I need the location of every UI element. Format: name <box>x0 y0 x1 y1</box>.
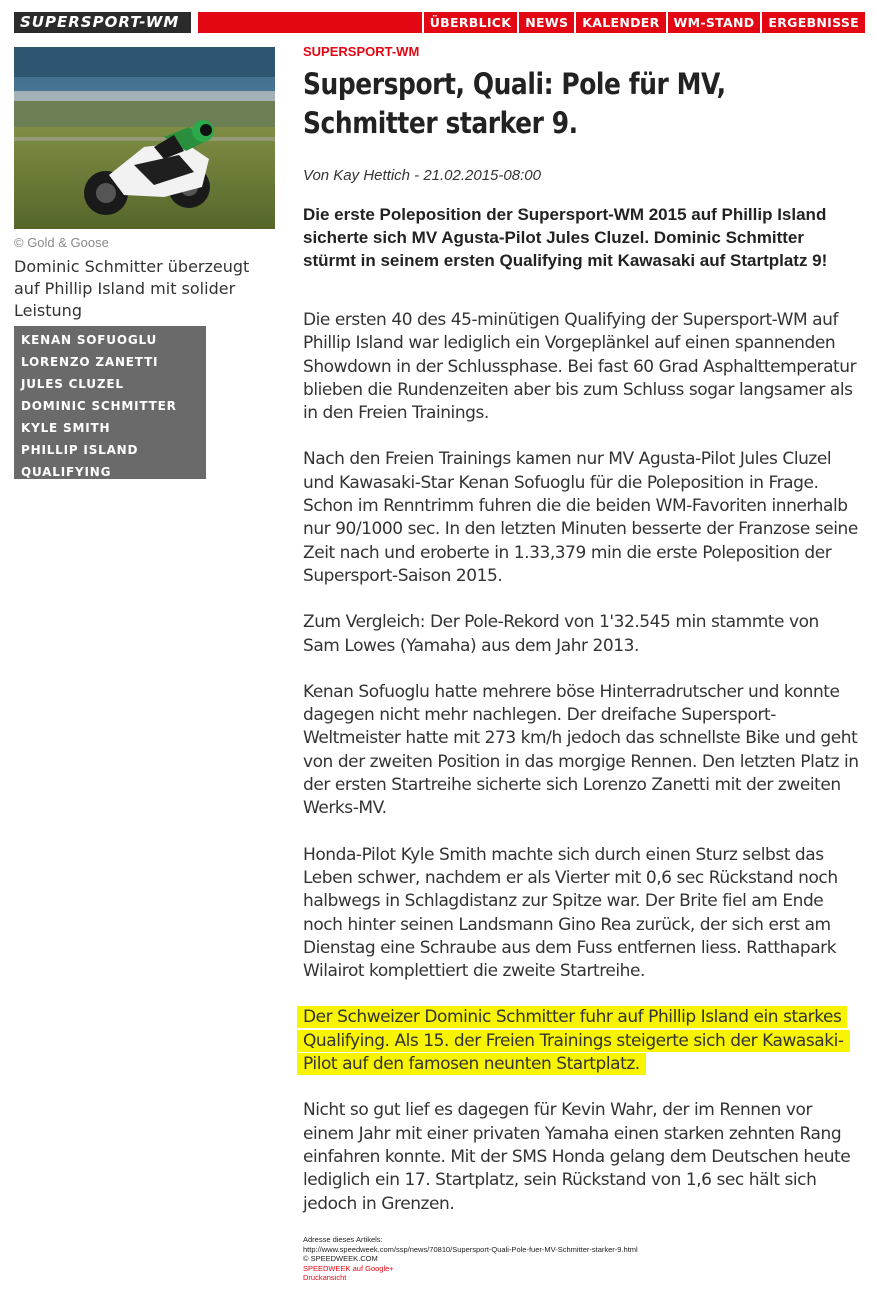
article-kicker[interactable]: SUPERSPORT-WM <box>303 44 420 59</box>
nav-wm-stand[interactable]: WM-STAND <box>666 12 761 33</box>
tag-item[interactable]: LORENZO ZANETTI <box>21 355 159 369</box>
tag-item[interactable]: KYLE SMITH <box>21 421 111 435</box>
tag-list <box>14 326 206 479</box>
article-header <box>303 44 859 143</box>
highlighted-paragraph <box>303 1006 859 1076</box>
article-paragraph: Die ersten 40 des 45-minütigen Qualifying der Supersport-WM auf Phillip Island war lediglich ein Vorgeplänkel auf einen spannenden Showdown in der Schlussphase. Bei fast 60 Grad Asphalttemperatur blieben die Rundenzeiten aber bis zum Schluss sogar langsamer als in den Freien Trainings. <box>303 310 857 424</box>
nav-ueberblick[interactable]: ÜBERBLICK <box>422 12 518 33</box>
article-body <box>303 309 859 1239</box>
article-paragraph: Zum Vergleich: Der Pole-Rekord von 1'32.545 min stammte von Sam Lowes (Yamaha) aus dem Jahr 2013. <box>303 612 819 656</box>
photo-caption: Dominic Schmitter überzeugt auf Phillip Island mit solider Leistung <box>14 257 250 320</box>
top-nav <box>198 12 865 33</box>
article-paragraph: Nach den Freien Trainings kamen nur MV Agusta-Pilot Jules Cluzel und Kawasaki-Star Kenan Sofuoglu für die Poleposition in Frage. Schon im Renntrimm fuhren die die beiden WM-Favoriten innerhalb nur 90/1000 sec. In den letzten Minuten besserte der Franzose seine Zeit nach und eroberte in 1.33,379 min die erste Poleposition der Supersport-Saison 2015. <box>303 449 858 586</box>
article-url[interactable]: http://www.speedweek.com/ssp/news/70810/Supersport-Quali-Pole-fuer-MV-Schmitter-starker-9.html <box>303 1244 638 1254</box>
tag-item[interactable]: PHILLIP ISLAND <box>21 443 139 457</box>
nav-news[interactable]: NEWS <box>517 12 574 33</box>
nav-ergebnisse[interactable]: ERGEBNISSE <box>760 12 865 33</box>
address-label: Adresse dieses Artikels: <box>303 1235 383 1244</box>
print-view-link[interactable]: Druckansicht <box>303 1273 347 1282</box>
highlighted-text: Der Schweizer Dominic Schmitter fuhr auf Phillip Island ein starkes Qualifying. Als 15. der Freien Trainings steigerte sich der Kawasaki-Pilot auf den famosen neunten Startplatz. <box>297 1006 850 1075</box>
copyright: © SPEEDWEEK.COM <box>303 1254 378 1263</box>
article-headline: Supersport, Quali: Pole für MV, Schmitter starker 9. <box>303 67 726 140</box>
tag-item[interactable]: DOMINIC SCHMITTER <box>21 399 177 413</box>
article-photo[interactable] <box>14 47 275 229</box>
article-lead: Die erste Poleposition der Supersport-WM 2015 auf Phillip Island sicherte sich MV Agusta-Pilot Jules Cluzel. Dominic Schmitter stürmt in seinem ersten Qualifying mit Kawasaki auf Startplatz 9! <box>303 205 828 270</box>
article-paragraph: Kenan Sofuoglu hatte mehrere böse Hinterradrutscher und konnte dagegen nicht mehr nachlegen. Der dreifache Supersport-Weltmeister hatte mit 273 km/h jedoch das schnellste Bike und geht von der zweiten Position in das morgige Rennen. Den letzten Platz in der ersten Startreihe sicherte sich Lorenzo Zanetti mit der zweiten Werks-MV. <box>303 681 859 819</box>
article-byline: Von Kay Hettich - 21.02.2015-08:00 <box>303 167 541 184</box>
tag-item[interactable]: KENAN SOFUOGLU <box>21 333 158 347</box>
nav-kalender[interactable]: KALENDER <box>574 12 665 33</box>
article-paragraph: Honda-Pilot Kyle Smith machte sich durch einen Sturz selbst das Leben schwer, nachdem er als Vierter mit 0,6 sec Rückstand noch halbwegs in Schlagdistanz zur Spitze war. Der Brite fiel am Ende noch hinter seinen Landsmann Gino Rea zurück, der sich erst am Dienstag eine Schraube aus dem Fuss entfernen liess. Ratthapark Wilairot komplettiert die zweite Startreihe. <box>303 844 838 982</box>
google-plus-link[interactable]: SPEEDWEEK auf Google+ <box>303 1263 394 1273</box>
photo-credit: © Gold & Goose <box>14 235 109 250</box>
tag-item[interactable]: QUALIFYING <box>21 465 112 479</box>
tag-item[interactable]: JULES CLUZEL <box>21 377 124 391</box>
article-paragraph: Nicht so gut lief es dagegen für Kevin Wahr, der im Rennen vor einem Jahr mit einer privaten Yamaha einen starken zehnten Rang einfahren konnte. Mit der SMS Honda gelang dem Deutschen heute lediglich ein 17. Startplatz, sein Rückstand von 1,6 sec hält sich jedoch in Grenzen. <box>303 1100 851 1214</box>
section-brand[interactable]: SUPERSPORT-WM <box>14 12 191 33</box>
article-footer <box>303 1235 859 1283</box>
motorcycle-photo <box>14 47 275 229</box>
